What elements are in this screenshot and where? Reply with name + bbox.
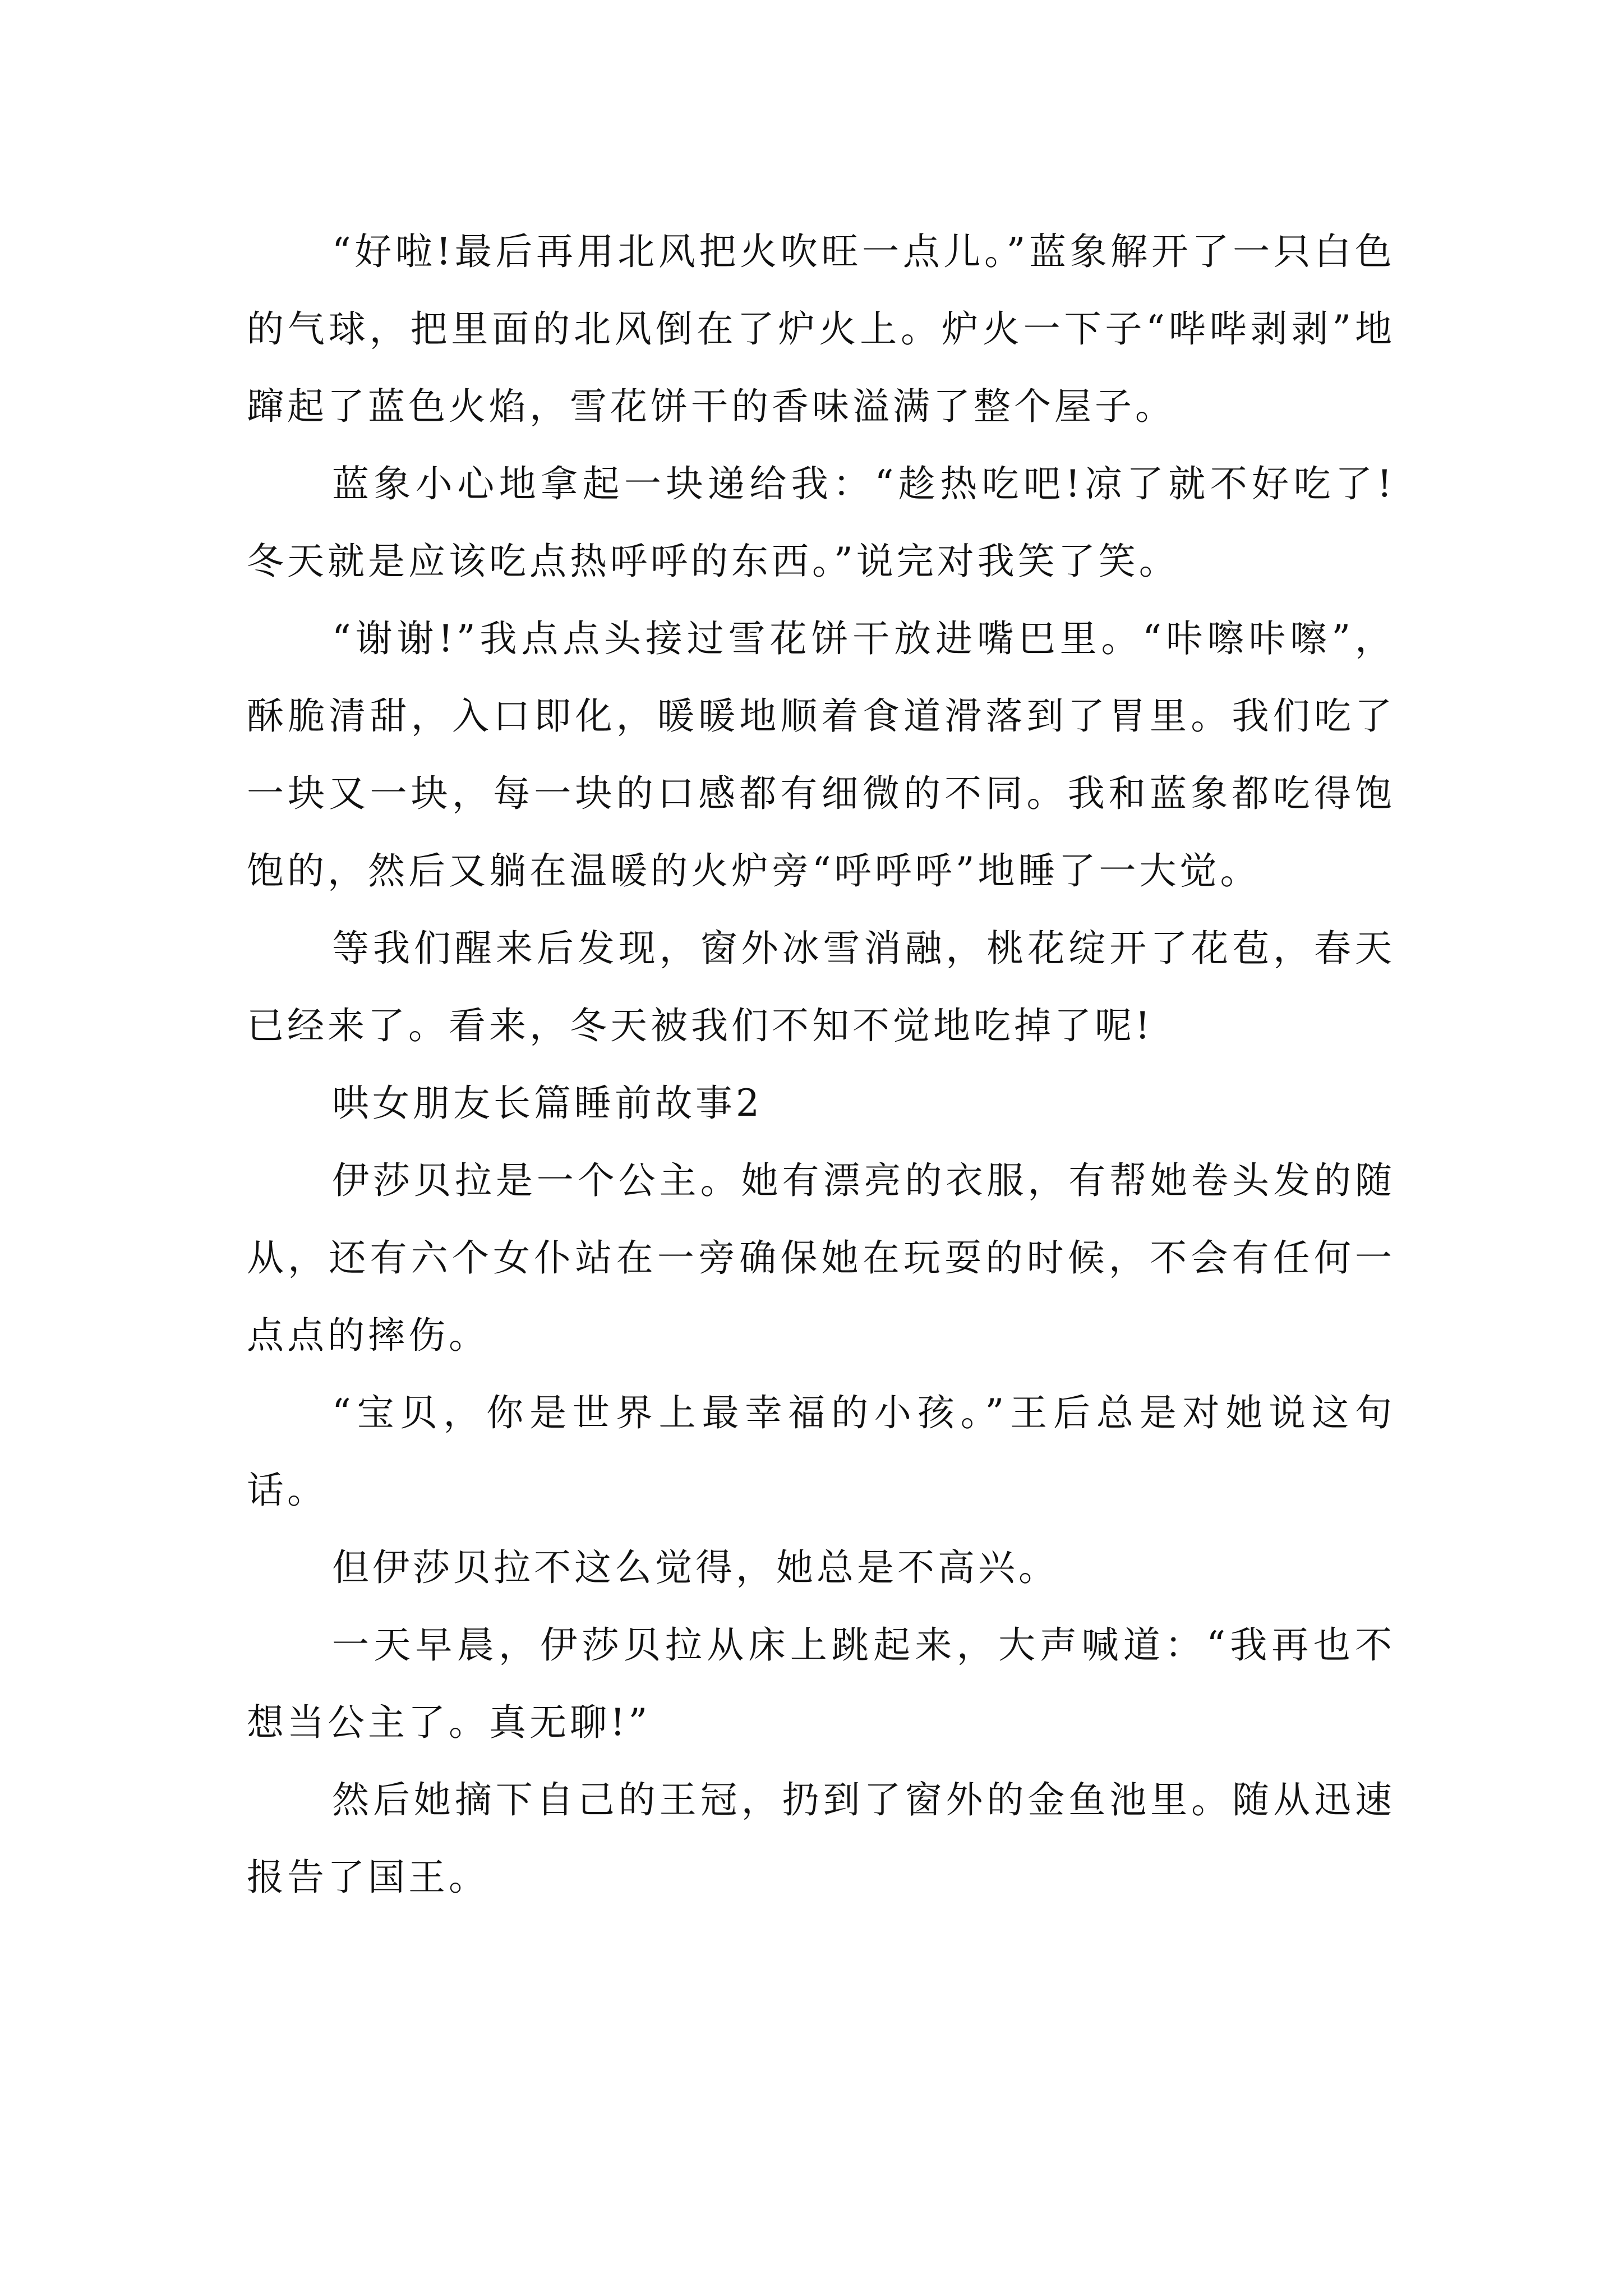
paragraph-7: 但伊莎贝拉不这么觉得，她总是不高兴。: [332, 1546, 1059, 1589]
paragraph-6: “宝贝，你是世界上最幸福的小孩。”王后总是对她说这句话。: [247, 1391, 1395, 1512]
paragraph-3: “谢谢!”我点点头接过雪花饼干放进嘴巴里。“咔嚓咔嚓”，酥脆清甜，入口即化，暖暖地顺着食道滑落到了胃里。我们吃了一块又一块，每一块的口感都有细微的不同。我和蓝象都吃得饱饱的，然后又躺在温暖的火炉旁“呼呼呼”地睡了一大觉。: [247, 617, 1395, 892]
paragraph-9: 然后她摘下自己的王冠，扔到了窗外的金鱼池里。随从迅速报告了国王。: [247, 1778, 1395, 1899]
paragraph-1: “好啦!最后再用北风把火吹旺一点儿。”蓝象解开了一只白色的气球，把里面的北风倒在了炉火上。炉火一下子“哔哔剥剥”地蹿起了蓝色火焰，雪花饼干的香味溢满了整个屋子。: [247, 230, 1395, 428]
document-body: [247, 213, 1395, 1916]
paragraph-5: 伊莎贝拉是一个公主。她有漂亮的衣服，有帮她卷头发的随从，还有六个女仆站在一旁确保她在玩耍的时候，不会有任何一点点的摔伤。: [247, 1159, 1395, 1357]
paragraph-2: 蓝象小心地拿起一块递给我：“趁热吃吧!凉了就不好吃了!冬天就是应该吃点热呼呼的东西。”说完对我笑了笑。: [247, 462, 1395, 583]
paragraph-4: 等我们醒来后发现，窗外冰雪消融，桃花绽开了花苞，春天已经来了。看来，冬天被我们不知不觉地吃掉了呢!: [247, 927, 1395, 1047]
section-heading: 哄女朋友长篇睡前故事2: [332, 1082, 763, 1125]
paragraph-8: 一天早晨，伊莎贝拉从床上跳起来，大声喊道：“我再也不想当公主了。真无聊!”: [247, 1623, 1395, 1744]
